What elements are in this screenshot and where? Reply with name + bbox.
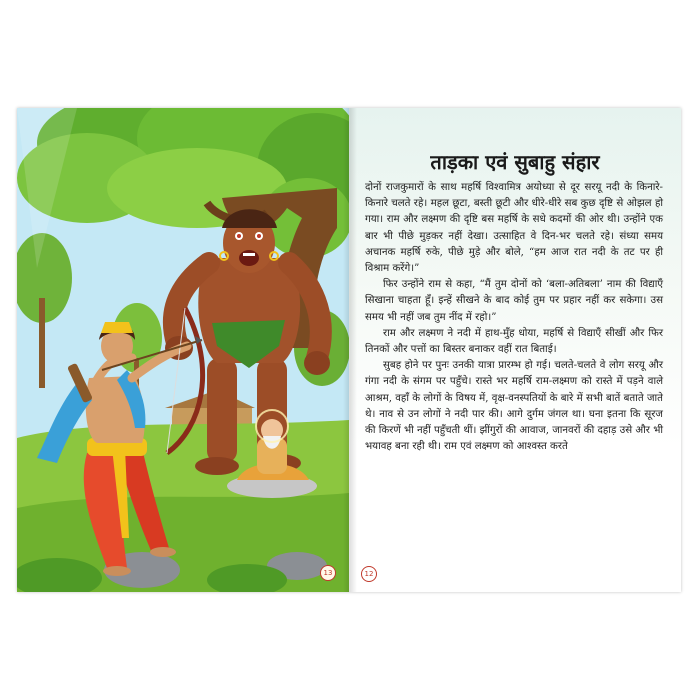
book-spread <box>17 108 681 592</box>
paragraph: राम और लक्ष्मण ने नदी में हाथ-मुँह धोया, महर्षि से विद्याएँ सीखीं और फिर तिनकों और पत्तों का बिस्तर बनाकर वहीं रात बिताई। <box>365 327 663 356</box>
text-page <box>349 108 681 592</box>
paragraph: सुबह होने पर पुनः उनकी यात्रा प्रारम्भ हो गई। चलते-चलते वे लोग सरयू और गंगा नदी के संगम पर पहुँचे। रास्ते भर महर्षि राम-लक्ष्मण को रास्ते में पड़ने वाले आश्रम, वहाँ के लोगों के विषय में, वृक्ष-वनस्पतियों के बारे में सभी बातें बताते जाते थे। नाव से उन लोगों ने नदी पार की। आगे दुर्गम जंगल था। घना इतना कि सूरज की किरणें भी नहीं पहुँचती थीं। झींगुरों की आवाज, जानवरों की दहाड़ उसे और भी भयावह बना रही थी। राम एवं लक्ष्मण को आश्वस्त करते <box>365 360 663 453</box>
paragraph: दोनों राजकुमारों के साथ महर्षि विश्वामित्र अयोध्या से दूर सरयू नदी के किनारे-किनारे चलते रहे। महल छूटा, बस्ती छूटी और धीरे-धीरे सब कुछ दृष्टि से ओझल हो गया। राम और लक्ष्मण की दृष्टि बस महर्षि के सधे कदमों की ओर थी। उन्होंने एक बार भी पीछे मुड़कर नहीं देखा। उत्साहित वे दिन-भर चलते रहे। संध्या समय अचानक महर्षि रुके, पीछे मुड़े और बोले, “हम आज रात नदी के तट पर ही विश्राम करेंगे।” <box>365 182 663 275</box>
page-title: ताड़का एवं सुबाहु संहार <box>430 150 600 174</box>
story-text <box>365 180 663 455</box>
paragraph: फिर उन्होंने राम से कहा, “मैं तुम दोनों को ‘बला-अतिबला’ नाम की विद्याएँ सिखाना चाहता हूँ। इन्हें सीखने के बाद कोई तुम पर प्रहार नहीं कर सकेगा। उस समय भी नहीं जब तुम नींद में रहो।” <box>365 279 663 323</box>
story-illustration <box>17 108 349 592</box>
page-number-right: 12 <box>361 566 377 582</box>
illustration-page <box>17 108 349 592</box>
page-number-left: 13 <box>320 565 336 581</box>
book-gutter <box>343 108 357 592</box>
